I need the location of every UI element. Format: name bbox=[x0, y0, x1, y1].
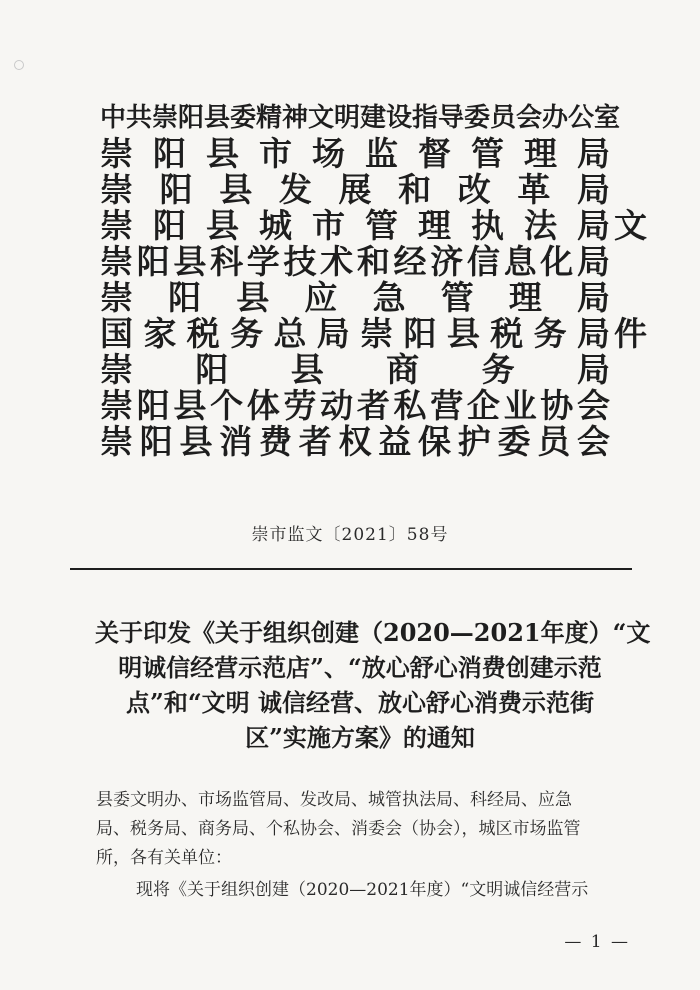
issuing-agencies bbox=[100, 100, 621, 461]
agency-char: 监 bbox=[365, 134, 398, 173]
agency-char: 局 bbox=[577, 134, 610, 173]
agency-char: 局 bbox=[577, 170, 610, 209]
title-line: 点”和“文明 诚信经营、放心舒心消费示范街 bbox=[126, 688, 594, 717]
agency-char: 急 bbox=[372, 278, 406, 317]
agency-char: 局 bbox=[576, 278, 610, 317]
agency-char: 县 bbox=[206, 206, 239, 245]
document-number: 崇市监文〔2021〕58号 bbox=[251, 525, 449, 545]
agency-char: 崇 bbox=[100, 134, 133, 173]
agency-line bbox=[100, 388, 610, 424]
agency-char: 务 bbox=[533, 314, 567, 353]
agency-char: 管 bbox=[365, 206, 398, 245]
addressee-line: 局、税务局、商务局、个私协会、消委会（协会），城区市场监管 bbox=[96, 819, 581, 839]
agency-char: 会 bbox=[577, 422, 610, 461]
agency-char: 动 bbox=[320, 386, 354, 425]
header-divider bbox=[70, 568, 632, 570]
agency-char: 县 bbox=[173, 386, 207, 425]
agency-char: 税 bbox=[186, 314, 220, 353]
agency-char: 崇 bbox=[100, 386, 133, 425]
document-title bbox=[95, 615, 651, 755]
agency-char: 阳 bbox=[168, 278, 202, 317]
agency-char: 护 bbox=[457, 422, 491, 461]
agency-char: 阳 bbox=[159, 170, 193, 209]
agency-char: 济 bbox=[430, 242, 464, 281]
agency-char: 崇 bbox=[360, 314, 394, 353]
agency-char: 费 bbox=[259, 422, 292, 461]
agency-char: 国 bbox=[100, 314, 133, 353]
agency-char: 保 bbox=[418, 422, 451, 461]
agency-char: 局 bbox=[576, 242, 610, 281]
agency-char: 县 bbox=[219, 170, 253, 209]
agency-line: 中共崇阳县委精神文明建设指导委员会办公室 bbox=[100, 103, 621, 133]
agency-char: 商 bbox=[386, 350, 420, 389]
agency-char: 阳 bbox=[153, 206, 186, 245]
agency-char: 权 bbox=[338, 422, 372, 461]
agency-char: 化 bbox=[540, 242, 574, 281]
agency-line bbox=[100, 280, 610, 316]
agency-char: 阳 bbox=[403, 314, 437, 353]
agency-char: 个 bbox=[210, 386, 244, 425]
agency-char: 崇 bbox=[100, 350, 133, 389]
agency-line bbox=[100, 316, 610, 352]
agency-char: 执 bbox=[471, 206, 504, 245]
agency-char: 阳 bbox=[153, 134, 186, 173]
agency-line bbox=[100, 352, 610, 388]
body-paragraph-start: 现将《关于组织创建（2020—2021年度）“文明诚信经营示 bbox=[136, 880, 589, 900]
agency-char: 消 bbox=[219, 422, 253, 461]
agency-line bbox=[100, 244, 610, 280]
agency-char: 税 bbox=[490, 314, 524, 353]
agency-char: 术 bbox=[320, 242, 354, 281]
agency-char: 和 bbox=[356, 242, 390, 281]
agency-char: 和 bbox=[398, 170, 432, 209]
agency-line bbox=[100, 424, 610, 460]
agency-char: 劳 bbox=[283, 386, 317, 425]
agency-char: 协 bbox=[540, 386, 574, 425]
agency-char: 业 bbox=[503, 386, 537, 425]
agency-char: 经 bbox=[393, 242, 427, 281]
agency-char: 局 bbox=[577, 206, 610, 245]
agency-char: 务 bbox=[481, 350, 515, 389]
agency-char: 务 bbox=[230, 314, 264, 353]
agency-char: 员 bbox=[537, 422, 571, 461]
scan-artifact-dot bbox=[14, 60, 24, 70]
agency-char: 县 bbox=[173, 242, 207, 281]
agency-char: 城 bbox=[259, 206, 292, 245]
agency-char: 委 bbox=[497, 422, 531, 461]
addressee-block bbox=[96, 786, 636, 873]
agency-char: 益 bbox=[378, 422, 412, 461]
agency-char: 家 bbox=[143, 314, 177, 353]
agency-char: 改 bbox=[457, 170, 491, 209]
agency-char: 学 bbox=[246, 242, 280, 281]
title-line: 区”实施方案》的通知 bbox=[245, 723, 475, 752]
agency-char: 科 bbox=[210, 242, 244, 281]
agency-char: 革 bbox=[517, 170, 551, 209]
agency-char: 县 bbox=[206, 134, 239, 173]
agency-char: 崇 bbox=[100, 170, 133, 209]
agency-char: 者 bbox=[356, 386, 390, 425]
agency-char: 市 bbox=[259, 134, 292, 173]
file-mark-jian: 件 bbox=[614, 314, 647, 353]
agency-char: 场 bbox=[312, 134, 345, 173]
agency-char: 发 bbox=[278, 170, 312, 209]
agency-char: 法 bbox=[524, 206, 557, 245]
addressee-line: 所，各有关单位： bbox=[96, 848, 232, 868]
agency-char: 私 bbox=[393, 386, 427, 425]
agency-char: 阳 bbox=[139, 422, 173, 461]
agency-char: 营 bbox=[430, 386, 464, 425]
agency-char: 应 bbox=[304, 278, 338, 317]
agency-char: 管 bbox=[440, 278, 474, 317]
title-line: 明诚信经营示范店”、“放心舒心消费创建示范 bbox=[118, 653, 602, 682]
agency-char: 阳 bbox=[195, 350, 229, 389]
agency-char: 局 bbox=[316, 314, 350, 353]
agency-char: 市 bbox=[312, 206, 345, 245]
agency-char: 县 bbox=[179, 422, 213, 461]
agency-char: 崇 bbox=[100, 278, 133, 317]
agency-char: 理 bbox=[418, 206, 451, 245]
file-mark-wen: 文 bbox=[614, 206, 647, 245]
page-number: — 1 — bbox=[564, 932, 630, 952]
agency-char: 局 bbox=[576, 350, 610, 389]
agency-line bbox=[100, 136, 610, 172]
agency-char: 局 bbox=[576, 314, 610, 353]
agency-char: 息 bbox=[503, 242, 537, 281]
agency-char: 管 bbox=[471, 134, 504, 173]
agency-char: 会 bbox=[576, 386, 610, 425]
agency-char: 者 bbox=[298, 422, 332, 461]
agency-char: 县 bbox=[236, 278, 270, 317]
agency-char: 展 bbox=[338, 170, 372, 209]
agency-char: 体 bbox=[246, 386, 280, 425]
agency-char: 崇 bbox=[100, 422, 133, 461]
agency-char: 崇 bbox=[100, 206, 133, 245]
agency-line bbox=[100, 172, 610, 208]
agency-char: 技 bbox=[283, 242, 317, 281]
agency-char: 企 bbox=[466, 386, 500, 425]
agency-char: 督 bbox=[418, 134, 451, 173]
agency-char: 阳 bbox=[136, 242, 170, 281]
agency-char: 县 bbox=[446, 314, 480, 353]
agency-char: 信 bbox=[466, 242, 500, 281]
agency-char: 理 bbox=[524, 134, 557, 173]
addressee-line: 县委文明办、市场监管局、发改局、城管执法局、科经局、应急 bbox=[96, 790, 572, 810]
agency-char: 县 bbox=[290, 350, 324, 389]
agency-char: 总 bbox=[273, 314, 307, 353]
agency-char: 理 bbox=[508, 278, 542, 317]
agency-line bbox=[100, 208, 610, 244]
agency-char: 阳 bbox=[136, 386, 170, 425]
agency-char: 崇 bbox=[100, 242, 133, 281]
title-line: 关于印发《关于组织创建（2020—2021年度）“文 bbox=[95, 618, 651, 647]
